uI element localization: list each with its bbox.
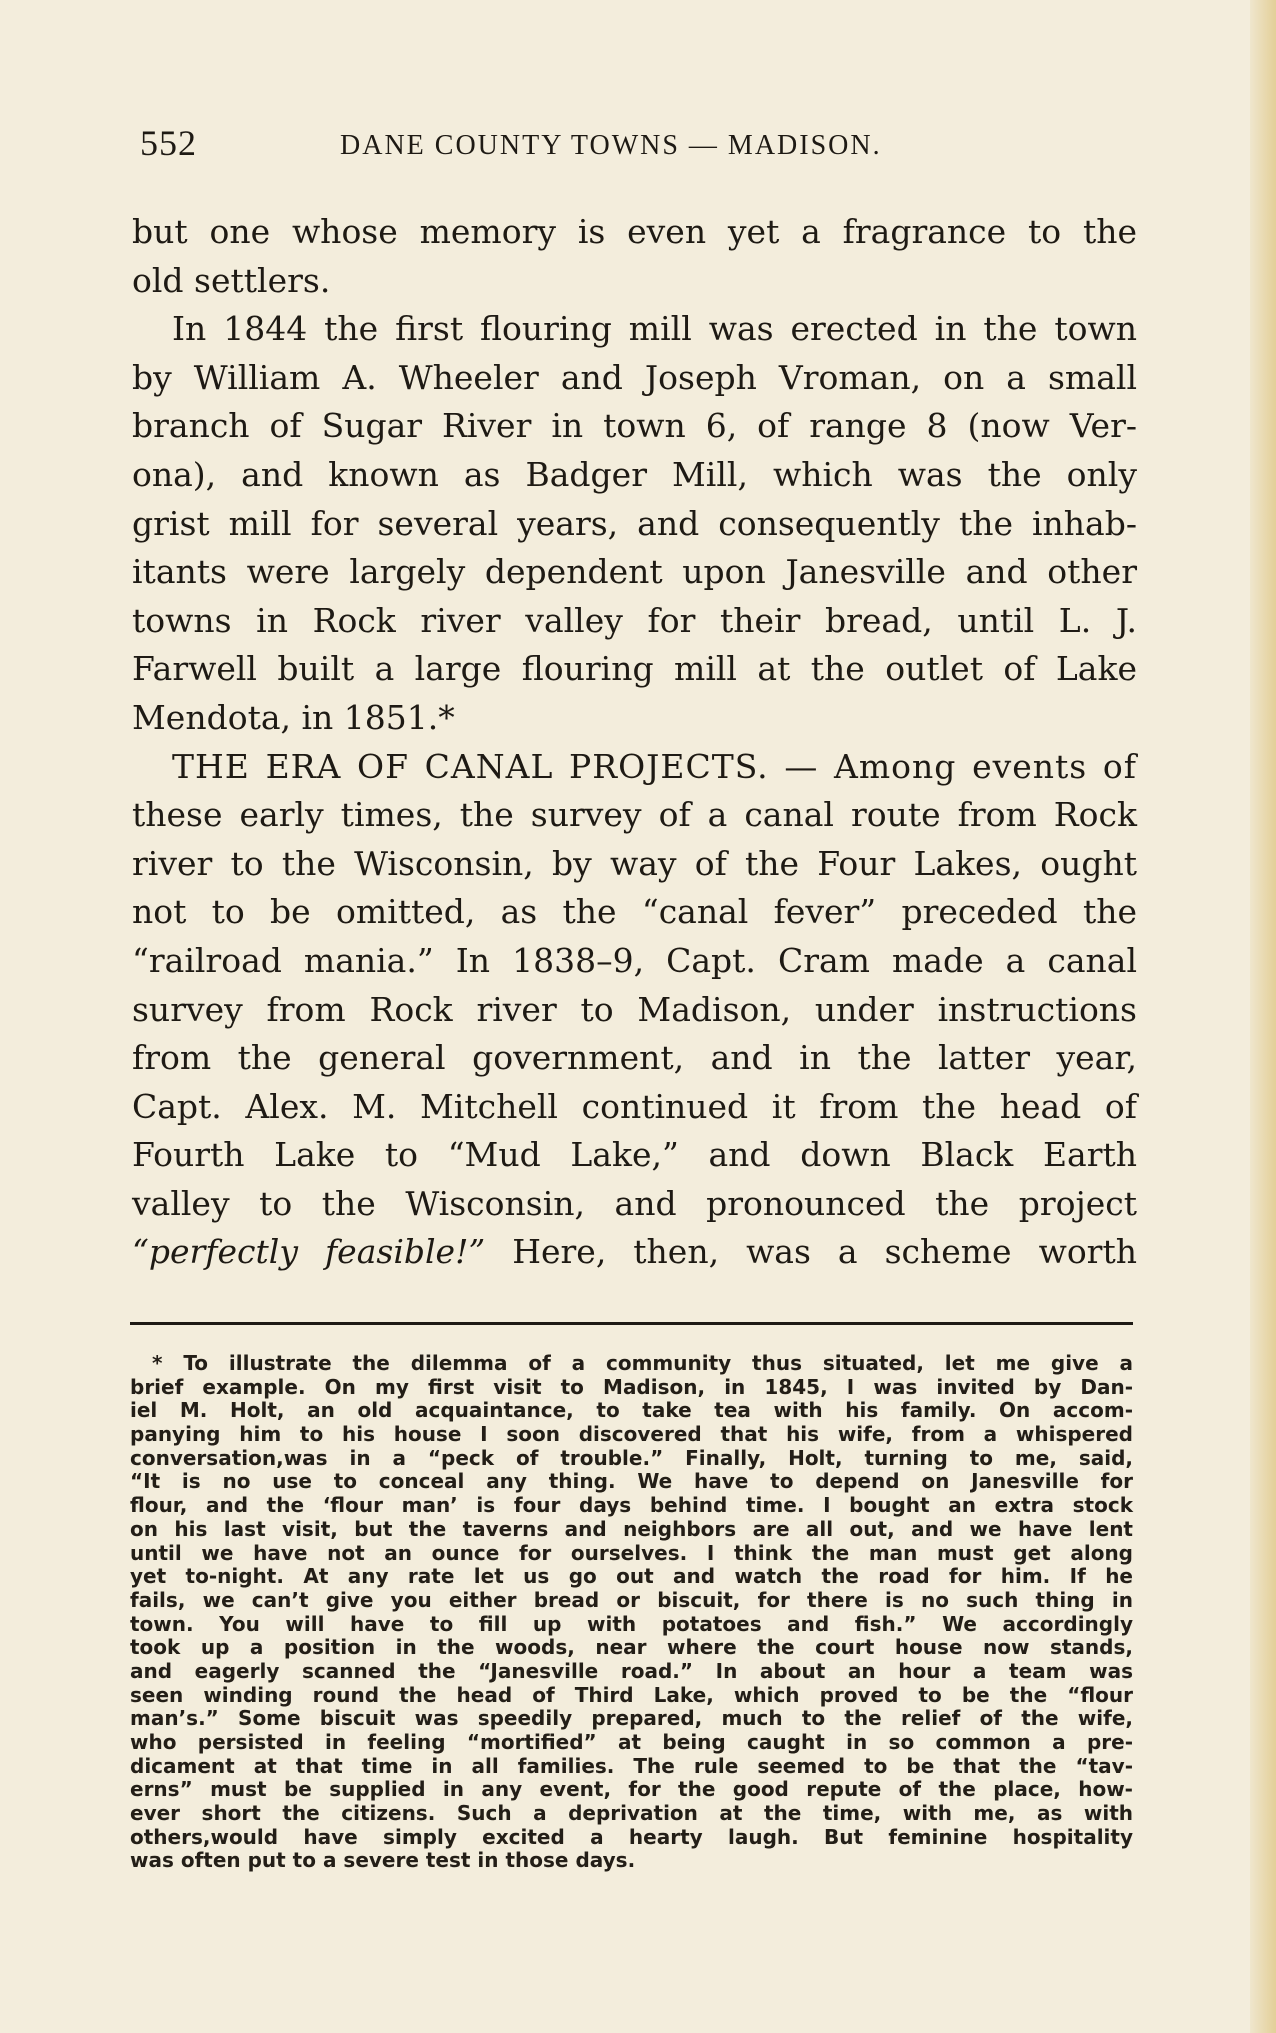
body-line: itants were largely dependent upon Janesville and other bbox=[132, 552, 1137, 592]
page-number: 552 bbox=[140, 123, 197, 163]
footnote-line: ever short the citizens. Such a deprivation at the time, with me, as with bbox=[130, 1801, 1133, 1826]
body-line: survey from Rock river to Madison, under instructions bbox=[132, 989, 1137, 1029]
footnote-rule bbox=[130, 1322, 1133, 1325]
body-line: river to the Wisconsin, by way of the Four Lakes, ought bbox=[132, 843, 1137, 883]
body-line: old settlers. bbox=[132, 260, 331, 300]
body-line: from the general government, and in the latter year, bbox=[132, 1038, 1137, 1078]
body-line: Mendota, in 1851.* bbox=[132, 697, 455, 737]
footnote-line: until we have not an ounce for ourselves. I think the man must get along bbox=[130, 1540, 1133, 1565]
footnote-line: fails, we can’t give you either bread or biscuit, for there is no such thing in bbox=[130, 1587, 1133, 1612]
body-line: towns in Rock river valley for their bread, until L. J. bbox=[132, 600, 1137, 640]
italic-phrase: “perfectly feasible!” bbox=[132, 1232, 486, 1272]
body-line: not to be omitted, as the “canal fever” preceded the bbox=[132, 892, 1137, 932]
footnote-line: others,would have simply excited a hearty laugh. But feminine hospitality bbox=[130, 1824, 1133, 1849]
body-line: branch of Sugar River in town 6, of range 8 (now Ver- bbox=[132, 406, 1137, 446]
footnote-line: erns” must be supplied in any event, for the good repute of the place, how- bbox=[130, 1777, 1133, 1802]
footnote-line: conversation,was in a “peck of trouble.” Finally, Holt, turning to me, said, bbox=[130, 1445, 1133, 1470]
footnote-line: town. You will have to fill up with potatoes and fish.” We accordingly bbox=[130, 1611, 1133, 1636]
line-rest: Here, then, was a scheme worth bbox=[485, 1232, 1137, 1272]
footnote-line: yet to-night. At any rate let us go out and watch the road for him. If he bbox=[130, 1564, 1133, 1589]
footnote-line: who persisted in feeling “mortified” at being caught in so common a pre- bbox=[130, 1730, 1133, 1754]
body-line: In 1844 the first flouring mill was erected in the town bbox=[172, 309, 1137, 349]
body-line: valley to the Wisconsin, and pronounced the project bbox=[132, 1183, 1137, 1223]
footnote-line: seen winding round the head of Third Lake, which proved to be the “flour bbox=[130, 1682, 1133, 1707]
body-line: grist mill for several years, and consequently the inhab- bbox=[132, 503, 1137, 543]
footnote-line: “It is no use to conceal any thing. We have to depend on Janesville for bbox=[130, 1469, 1133, 1494]
footnote-line: was often put to a severe test in those days. bbox=[130, 1848, 636, 1873]
body-line: Capt. Alex. M. Mitchell continued it from the head of bbox=[132, 1086, 1137, 1126]
footnote-line: flour, and the ‘flour man’ is four days behind time. I bought an extra stock bbox=[130, 1493, 1133, 1518]
footnote-line: * To illustrate the dilemma of a community thus situated, let me give a bbox=[152, 1351, 1133, 1375]
footnote-line: man’s.” Some biscuit was speedily prepared, much to the relief of the wife, bbox=[130, 1706, 1133, 1731]
footnote-line: dicament at that time in all families. The rule seemed to be that the “tav- bbox=[130, 1753, 1133, 1778]
footnote-line: took up a position in the woods, near where the court house now stands, bbox=[130, 1635, 1133, 1660]
section-heading-line: THE ERA OF CANAL PROJECTS. — Among events of bbox=[172, 746, 1137, 786]
footnote-line: panying him to his house I soon discovered that his wife, from a whispered bbox=[130, 1422, 1133, 1447]
body-line: Farwell built a large flouring mill at the outlet of Lake bbox=[132, 649, 1137, 689]
body-line: these early times, the survey of a canal route from Rock bbox=[132, 795, 1137, 835]
body-line: but one whose memory is even yet a fragrance to the bbox=[132, 212, 1137, 251]
page-edge bbox=[1250, 0, 1276, 2033]
body-line: Fourth Lake to “Mud Lake,” and down Black Earth bbox=[132, 1135, 1137, 1175]
body-line-last bbox=[132, 1228, 1137, 1277]
footnote-line: on his last visit, but the taverns and neighbors are all out, and we have lent bbox=[130, 1516, 1133, 1541]
body-line: by William A. Wheeler and Joseph Vroman, on a small bbox=[132, 357, 1137, 397]
footnote-line: and eagerly scanned the “Janesville road.” In about an hour a team was bbox=[130, 1658, 1133, 1683]
body-text bbox=[132, 208, 1137, 1277]
body-line: “railroad mania.” In 1838–9, Capt. Cram made a canal bbox=[132, 940, 1137, 980]
footnote bbox=[130, 1352, 1133, 1873]
body-line: ona), and known as Badger Mill, which was the only bbox=[132, 454, 1137, 494]
page-header bbox=[140, 122, 1140, 172]
footnote-line: iel M. Holt, an old acquaintance, to take tea with his family. On accom- bbox=[130, 1398, 1133, 1423]
footnote-line: brief example. On my first visit to Madison, in 1845, I was invited by Dan- bbox=[130, 1374, 1133, 1399]
running-head: DANE COUNTY TOWNS — MADISON. bbox=[340, 130, 882, 161]
